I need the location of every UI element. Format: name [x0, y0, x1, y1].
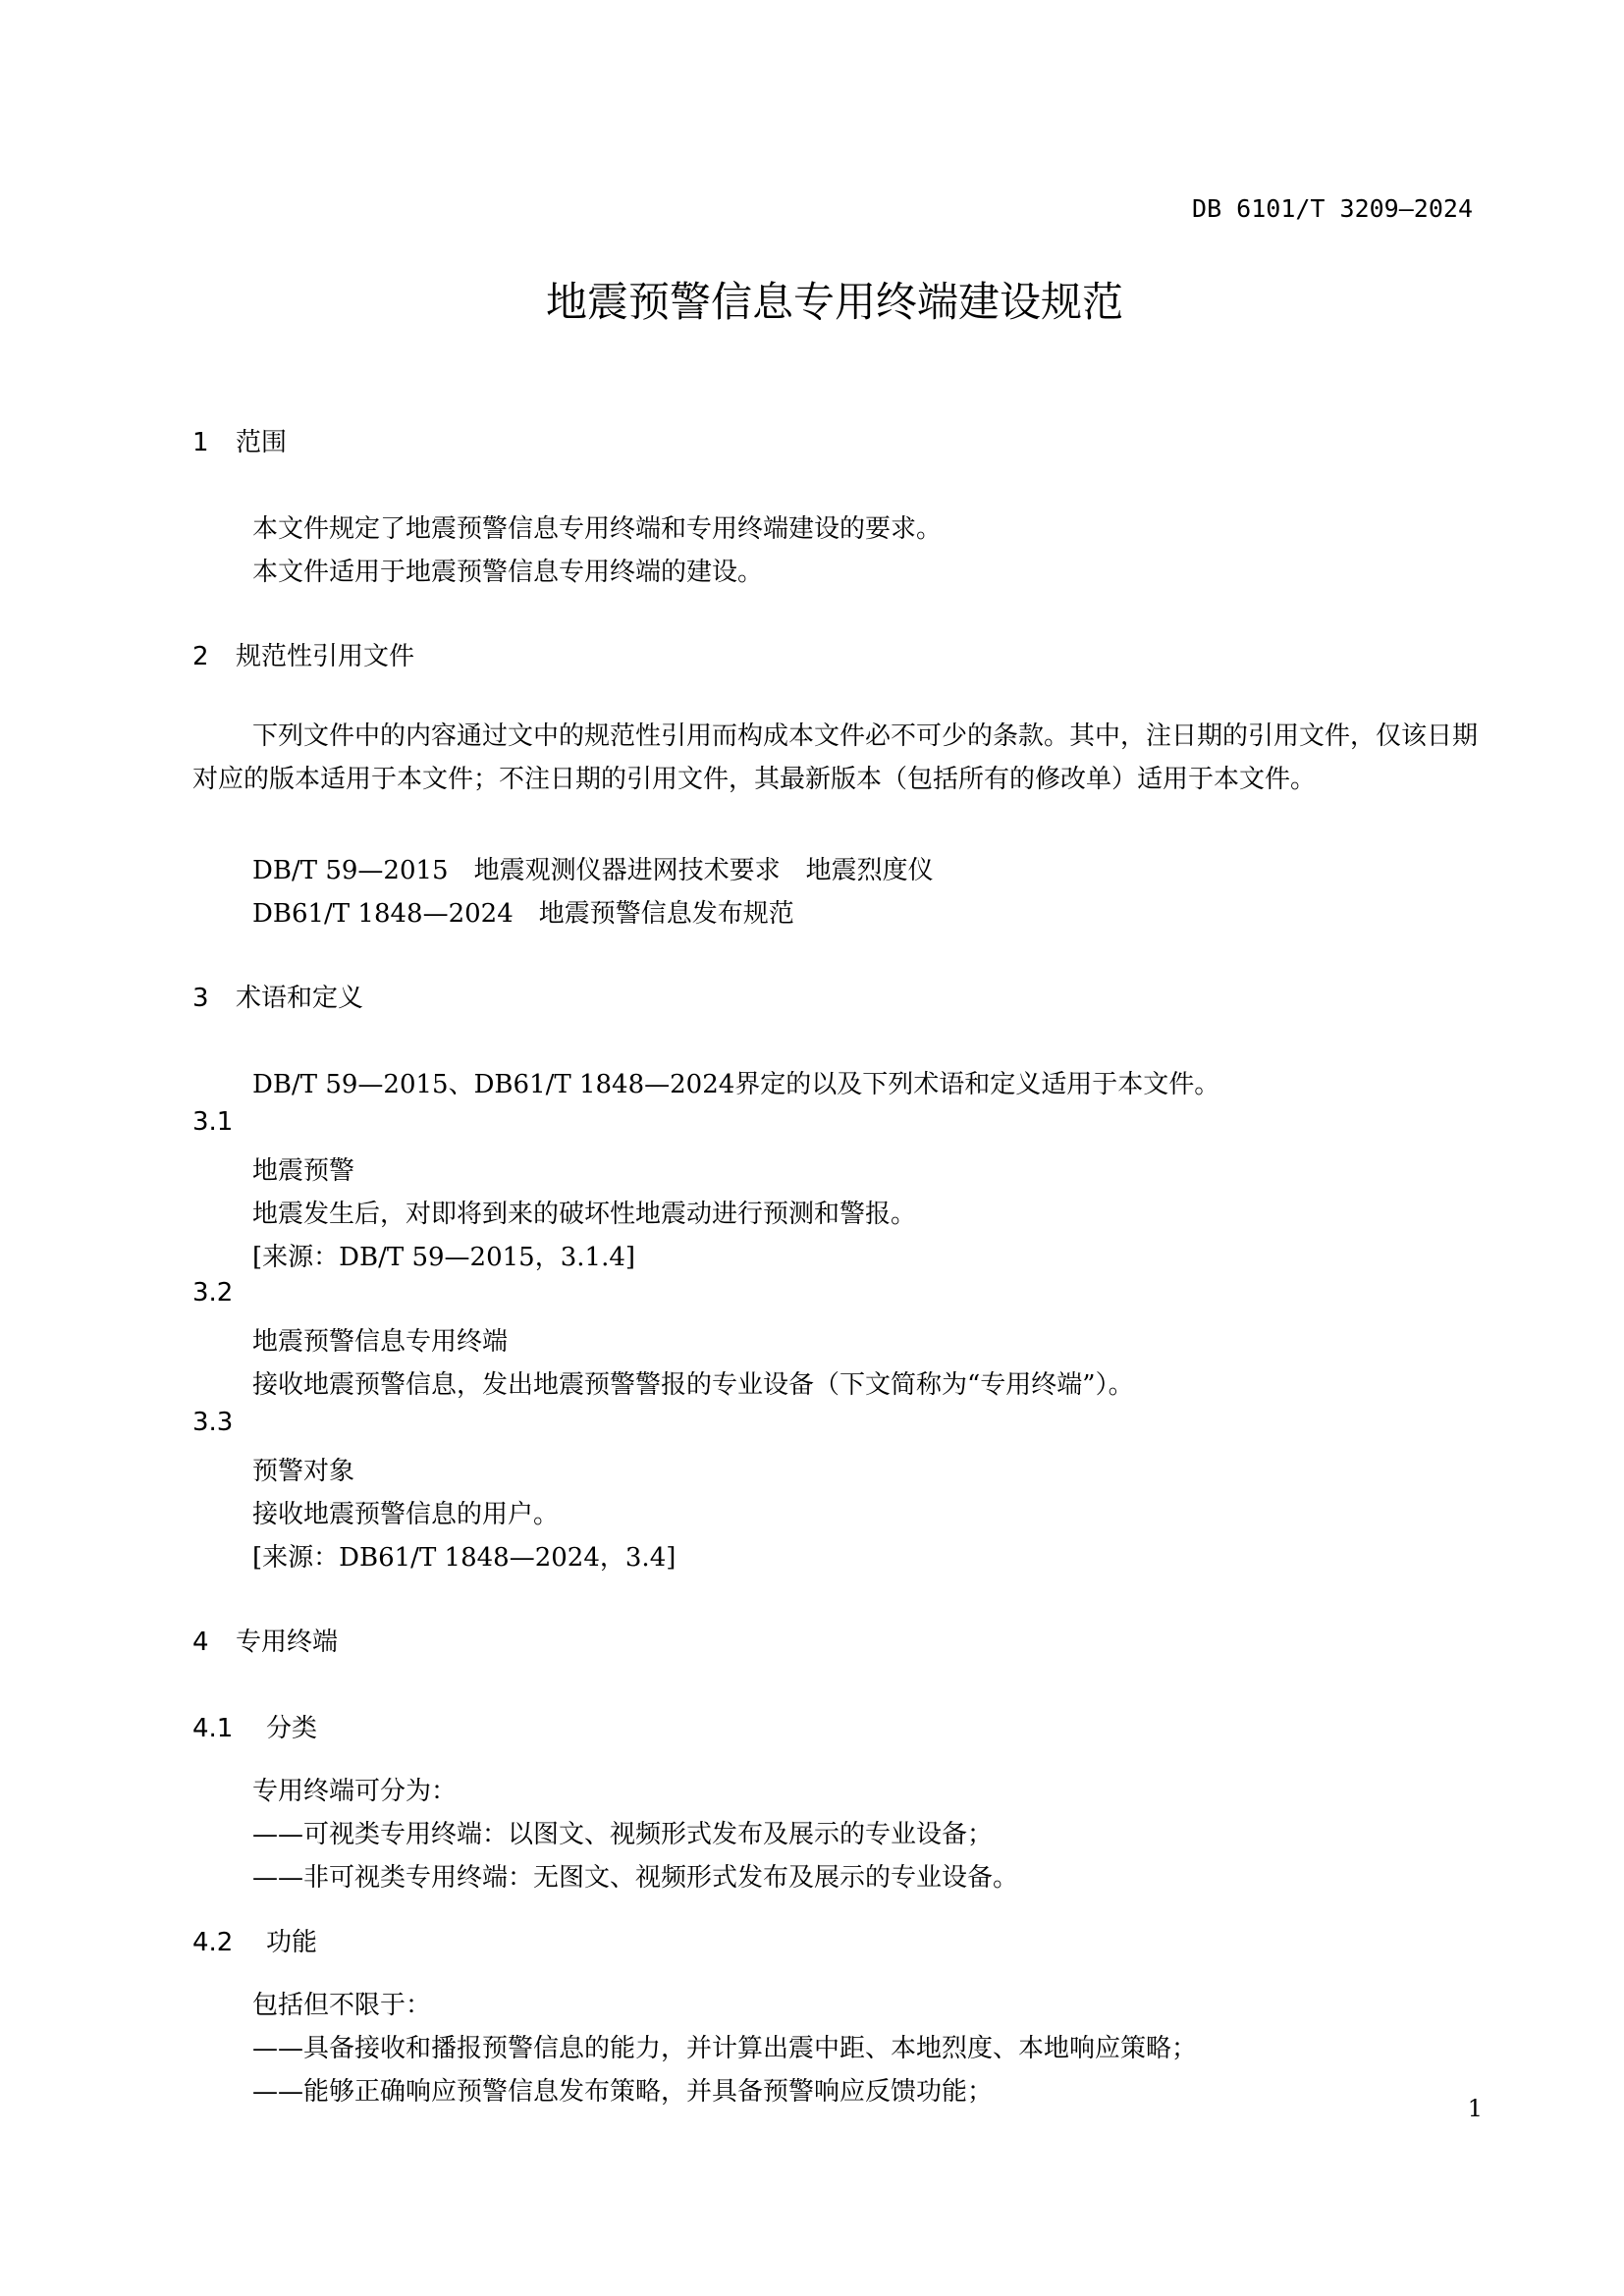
- paragraph: 本文件适用于地震预警信息专用终端的建设。: [252, 558, 764, 587]
- list-item: ——能够正确响应预警信息发布策略，并具备预警响应反馈功能；: [252, 2077, 994, 2107]
- subsection-number: 4.2: [192, 1928, 234, 1957]
- term-source: [来源：DB/T 59—2015，3.1.4]: [252, 1243, 636, 1272]
- document-title: 地震预警信息专用终端建设规范: [545, 278, 1123, 326]
- section-number: 1: [192, 428, 209, 457]
- subsection-4-1-heading: [192, 1708, 317, 1744]
- section-number: 2: [192, 642, 209, 671]
- term-name: 地震预警: [252, 1156, 355, 1186]
- page-number: 1: [1467, 2095, 1483, 2122]
- standard-number: DB 6101/T 3209—2024: [1192, 194, 1473, 223]
- term-definition: 接收地震预警信息的用户。: [252, 1500, 560, 1529]
- term-name: 地震预警信息专用终端: [252, 1327, 509, 1357]
- section-number: 4: [192, 1628, 209, 1657]
- paragraph: 专用终端可分为：: [252, 1777, 458, 1806]
- paragraph: DB/T 59—2015、DB61/T 1848—2024界定的以及下列术语和定义适用于本文件。: [252, 1070, 1220, 1099]
- section-title: 专用终端: [236, 1628, 339, 1657]
- section-4-heading: [192, 1622, 338, 1658]
- section-title: 规范性引用文件: [236, 642, 415, 671]
- section-1-heading: [192, 422, 287, 458]
- term-number: 3.1: [192, 1107, 234, 1137]
- paragraph: 下列文件中的内容通过文中的规范性引用而构成本文件必不可少的条款。其中，注日期的引用文件，仅该日期对应的版本适用于本文件；不注日期的引用文件，其最新版本（包括所有的修改单）适用于本文件。: [192, 721, 1479, 794]
- subsection-4-2-heading: [192, 1922, 317, 1958]
- reference-item: DB61/T 1848—2024 地震预警信息发布规范: [252, 899, 794, 929]
- term-number: 3.3: [192, 1408, 234, 1437]
- term-source: [来源：DB61/T 1848—2024，3.4]: [252, 1543, 677, 1573]
- term-number: 3.2: [192, 1278, 234, 1308]
- section-title: 术语和定义: [236, 984, 364, 1013]
- subsection-number: 4.1: [192, 1714, 234, 1743]
- paragraph: 包括但不限于：: [252, 1991, 432, 2020]
- subsection-title: 分类: [266, 1714, 318, 1743]
- subsection-title: 功能: [266, 1928, 318, 1957]
- section-2-heading: [192, 636, 414, 672]
- reference-item: DB/T 59—2015 地震观测仪器进网技术要求 地震烈度仪: [252, 856, 934, 885]
- list-item: ——具备接收和播报预警信息的能力，并计算出震中距、本地烈度、本地响应策略；: [252, 2034, 1198, 2063]
- term-definition: 地震发生后，对即将到来的破坏性地震动进行预测和警报。: [252, 1200, 917, 1229]
- paragraph: 本文件规定了地震预警信息专用终端和专用终端建设的要求。: [252, 514, 943, 544]
- term-name: 预警对象: [252, 1457, 355, 1486]
- section-title: 范围: [236, 428, 288, 457]
- list-item: ——可视类专用终端：以图文、视频形式发布及展示的专业设备；: [252, 1820, 994, 1849]
- section-3-heading: [192, 978, 363, 1014]
- section-number: 3: [192, 984, 209, 1013]
- list-item: ——非可视类专用终端：无图文、视频形式发布及展示的专业设备。: [252, 1863, 1019, 1893]
- term-definition: 接收地震预警信息，发出地震预警警报的专业设备（下文简称为“专用终端”）。: [252, 1370, 1134, 1400]
